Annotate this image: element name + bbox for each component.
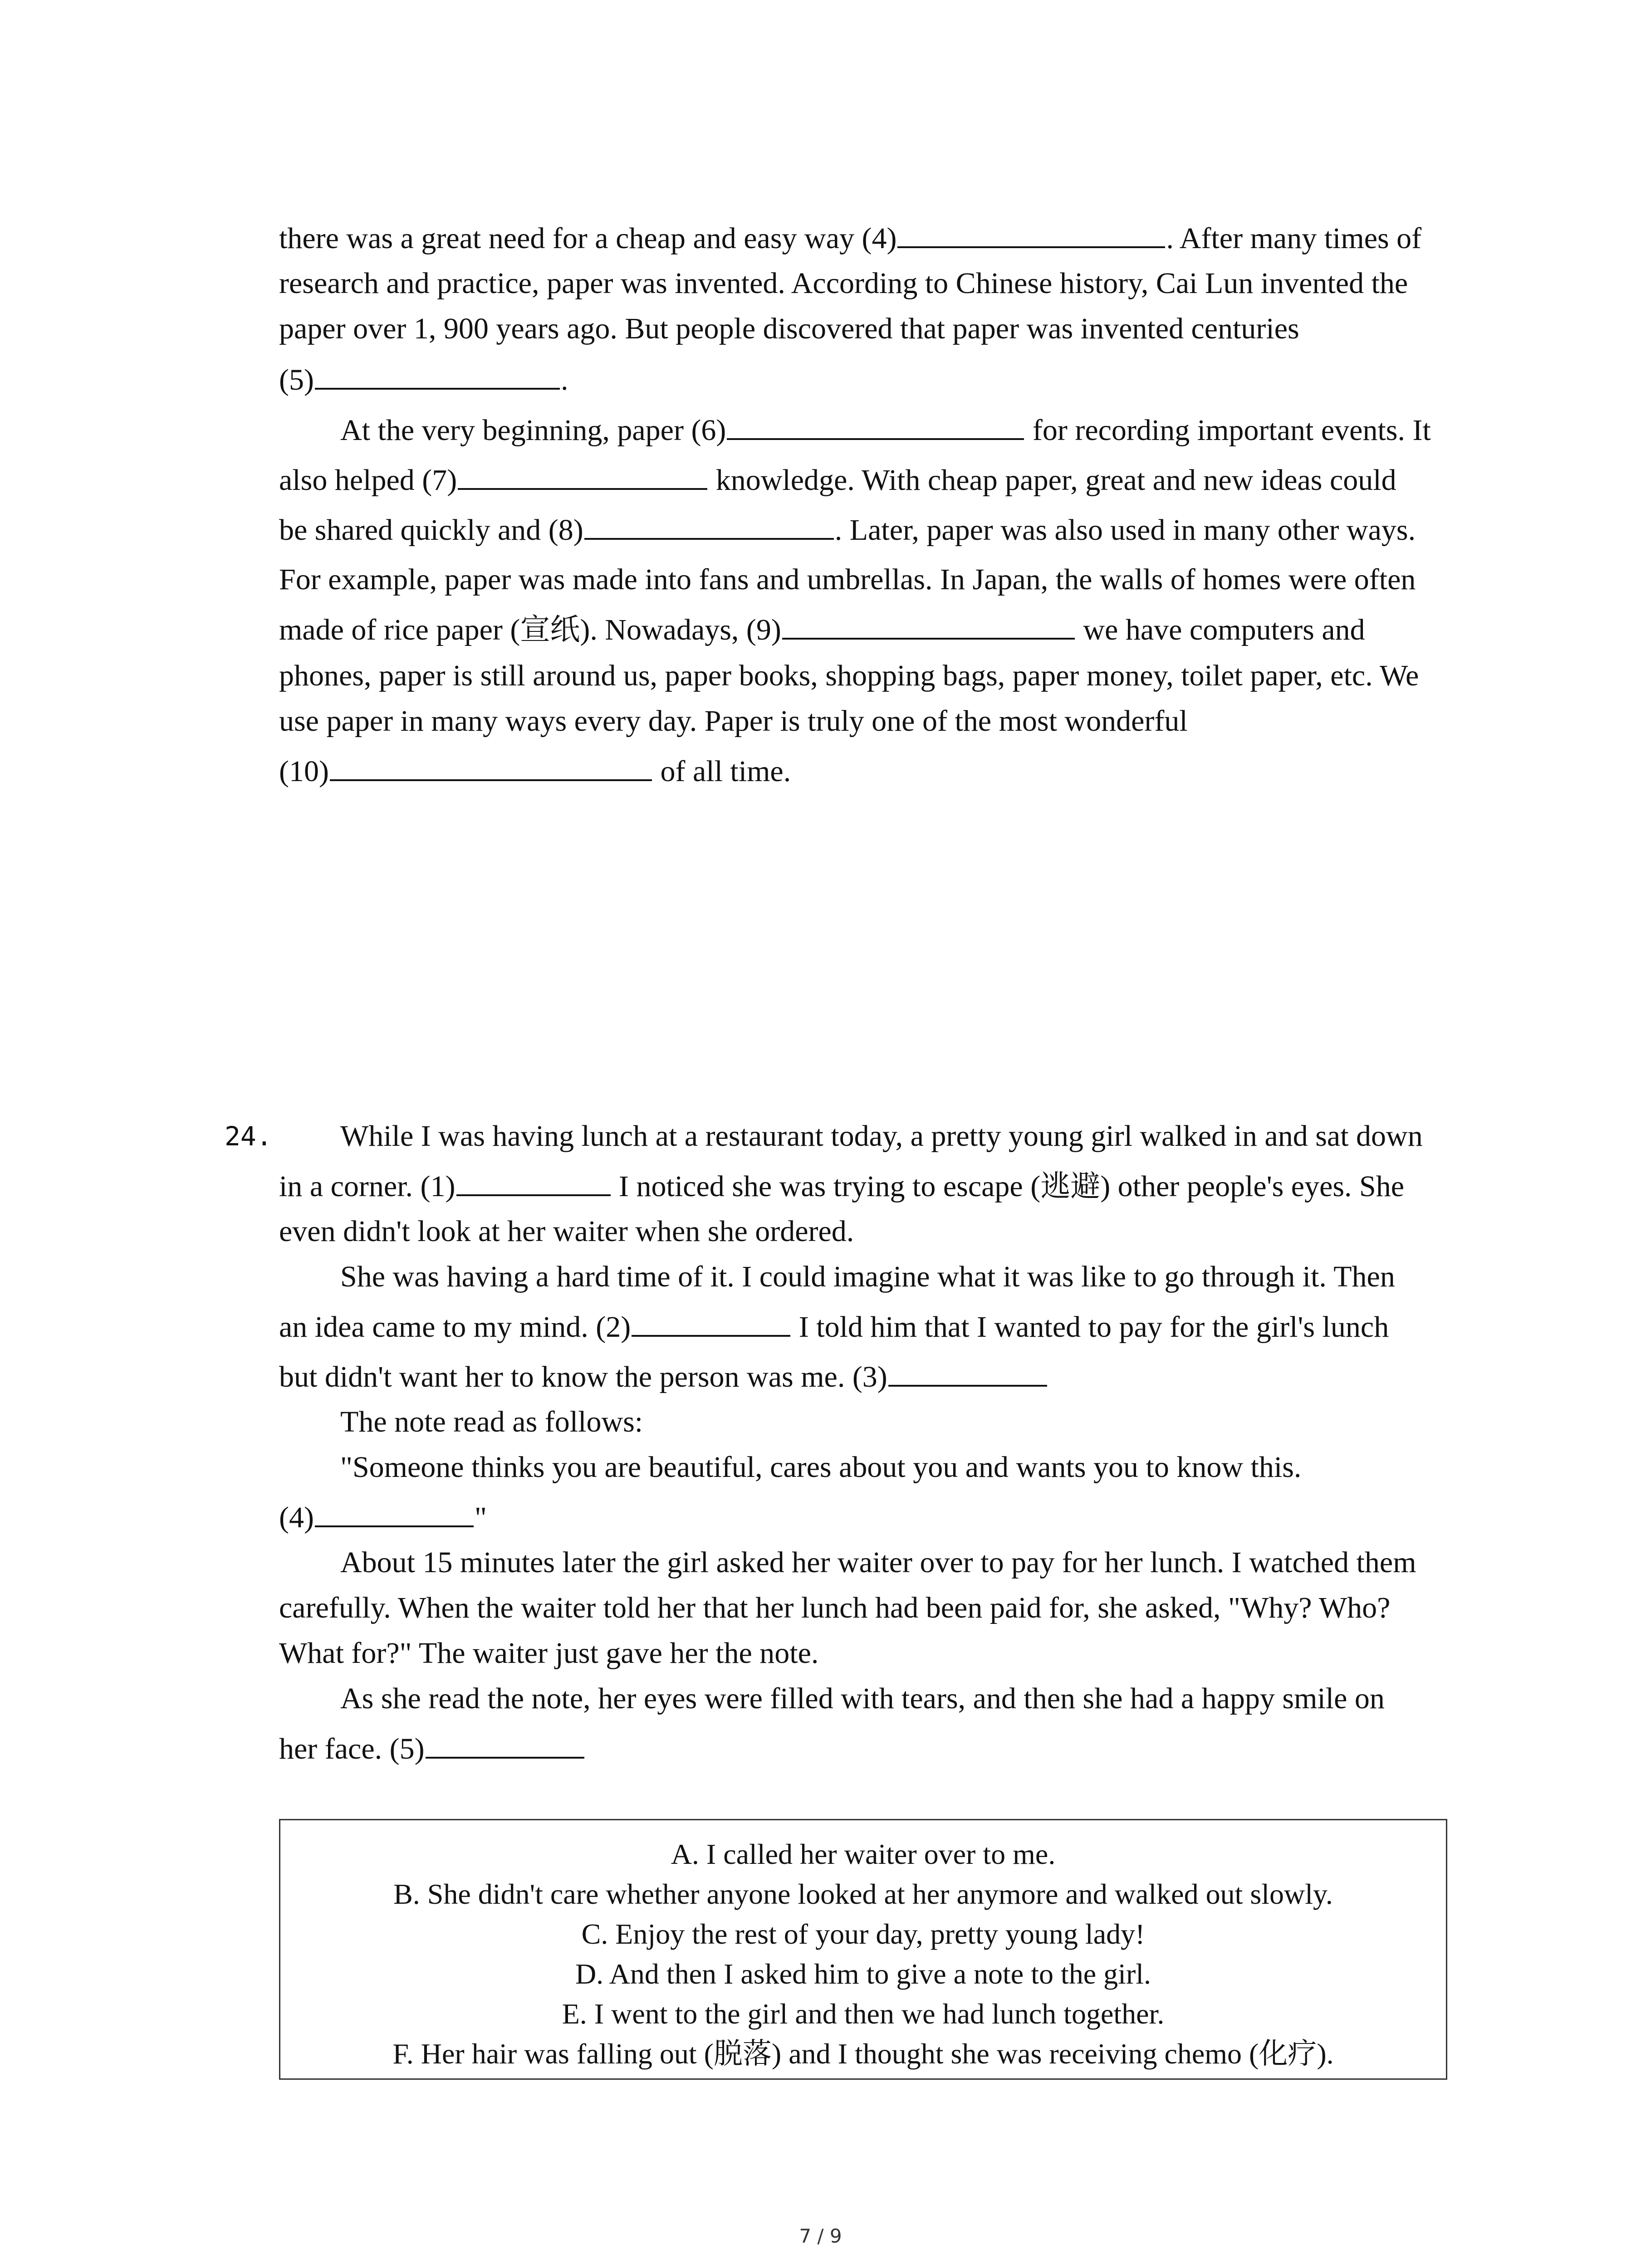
passage-line bbox=[279, 1499, 487, 1536]
option-f: F. Her hair was falling out (脱落) and I thought she was receiving chemo (化疗). bbox=[392, 2038, 1334, 2070]
text-run: " bbox=[474, 1501, 487, 1534]
passage-line bbox=[279, 1730, 585, 1767]
passage-line: use paper in many ways every day. Paper is truly one of the most wonderful bbox=[279, 704, 1188, 738]
text-run: we have computers and bbox=[1075, 613, 1365, 646]
answer-blank-9[interactable] bbox=[782, 611, 1075, 640]
answer-blank-10[interactable] bbox=[330, 753, 652, 781]
passage-line bbox=[279, 220, 1421, 257]
text-run: of all time. bbox=[652, 755, 791, 788]
passage-line: She was having a hard time of it. I could imagine what it was like to go through it. Then bbox=[340, 1260, 1395, 1293]
text-run: in a corner. (1) bbox=[279, 1170, 456, 1203]
passage-line bbox=[279, 611, 1365, 648]
text-run: but didn't want her to know the person was me. (3) bbox=[279, 1360, 887, 1393]
text-run: an idea came to my mind. (2) bbox=[279, 1310, 631, 1344]
text-run: (4) bbox=[279, 1501, 314, 1534]
answer-blank-5[interactable] bbox=[426, 1730, 584, 1759]
passage-line bbox=[279, 362, 568, 398]
text-run: also helped (7) bbox=[279, 464, 457, 497]
passage-line: "Someone thinks you are beautiful, cares about you and wants you to know this. bbox=[340, 1451, 1302, 1484]
passage-line bbox=[279, 1309, 1389, 1345]
answer-blank-2[interactable] bbox=[632, 1309, 790, 1337]
text-run: knowledge. With cheap paper, great and new ideas could bbox=[708, 464, 1396, 497]
option-c: C. Enjoy the rest of your day, pretty young lady! bbox=[581, 1918, 1145, 1950]
option-d: D. And then I asked him to give a note to the girl. bbox=[575, 1958, 1151, 1990]
text-run: I noticed she was trying to escape (逃避) other people's eyes. She bbox=[611, 1170, 1405, 1203]
passage-line: carefully. When the waiter told her that her lunch had been paid for, she asked, "Why? Who? bbox=[279, 1591, 1391, 1624]
text-run: her face. (5) bbox=[279, 1732, 425, 1765]
option-e: E. I went to the girl and then we had lunch together. bbox=[562, 1998, 1165, 2030]
option-a: A. I called her waiter over to me. bbox=[671, 1838, 1056, 1870]
text-run: made of rice paper (宣纸). Nowadays, (9) bbox=[279, 613, 781, 646]
text-run: be shared quickly and (8) bbox=[279, 513, 583, 547]
answer-blank-5[interactable] bbox=[315, 362, 560, 390]
text-run: (10) bbox=[279, 755, 329, 788]
passage-line bbox=[279, 1359, 1048, 1395]
passage-line: While I was having lunch at a restaurant today, a pretty young girl walked in and sat down bbox=[340, 1119, 1423, 1153]
text-run: there was a great need for a cheap and easy way (4) bbox=[279, 222, 897, 255]
passage-line: About 15 minutes later the girl asked her waiter over to pay for her lunch. I watched them bbox=[340, 1546, 1416, 1579]
passage-line: For example, paper was made into fans and umbrellas. In Japan, the walls of homes were often bbox=[279, 563, 1416, 596]
passage-line: paper over 1, 900 years ago. But people discovered that paper was invented centuries bbox=[279, 312, 1299, 345]
option-b: B. She didn't care whether anyone looked at her anymore and walked out slowly. bbox=[393, 1878, 1333, 1910]
passage-line: even didn't look at her waiter when she ordered. bbox=[279, 1215, 854, 1248]
passage-line bbox=[279, 512, 1416, 548]
options-box bbox=[279, 1819, 1447, 2080]
answer-blank-1[interactable] bbox=[456, 1168, 611, 1196]
answer-blank-4[interactable] bbox=[315, 1499, 474, 1527]
passage-line bbox=[279, 1168, 1404, 1205]
answer-blank-3[interactable] bbox=[888, 1359, 1047, 1387]
text-run: At the very beginning, paper (6) bbox=[340, 414, 726, 447]
page-number: 7 / 9 bbox=[799, 2225, 842, 2247]
answer-blank-4[interactable] bbox=[897, 220, 1165, 248]
answer-blank-8[interactable] bbox=[584, 512, 834, 540]
question-number: 24. bbox=[225, 1121, 272, 1152]
passage-line: As she read the note, her eyes were filled with tears, and then she had a happy smile on bbox=[340, 1682, 1385, 1715]
passage-line bbox=[340, 412, 1431, 449]
passage-line bbox=[279, 753, 791, 790]
text-run: . After many times of bbox=[1166, 222, 1422, 255]
passage-line: research and practice, paper was invented. According to Chinese history, Cai Lun invented the bbox=[279, 267, 1408, 300]
answer-blank-7[interactable] bbox=[458, 462, 707, 490]
passage-line: phones, paper is still around us, paper books, shopping bags, paper money, toilet paper, etc. We bbox=[279, 659, 1419, 692]
passage-line bbox=[279, 462, 1396, 499]
answer-blank-6[interactable] bbox=[727, 412, 1024, 440]
passage-line: What for?" The waiter just gave her the note. bbox=[279, 1637, 819, 1670]
text-run: I told him that I wanted to pay for the girl's lunch bbox=[791, 1310, 1389, 1344]
text-run: . Later, paper was also used in many other ways. bbox=[834, 513, 1416, 547]
text-run: . bbox=[560, 363, 568, 396]
passage-line: The note read as follows: bbox=[340, 1405, 643, 1438]
text-run: (5) bbox=[279, 363, 314, 396]
text-run: for recording important events. It bbox=[1025, 414, 1431, 447]
